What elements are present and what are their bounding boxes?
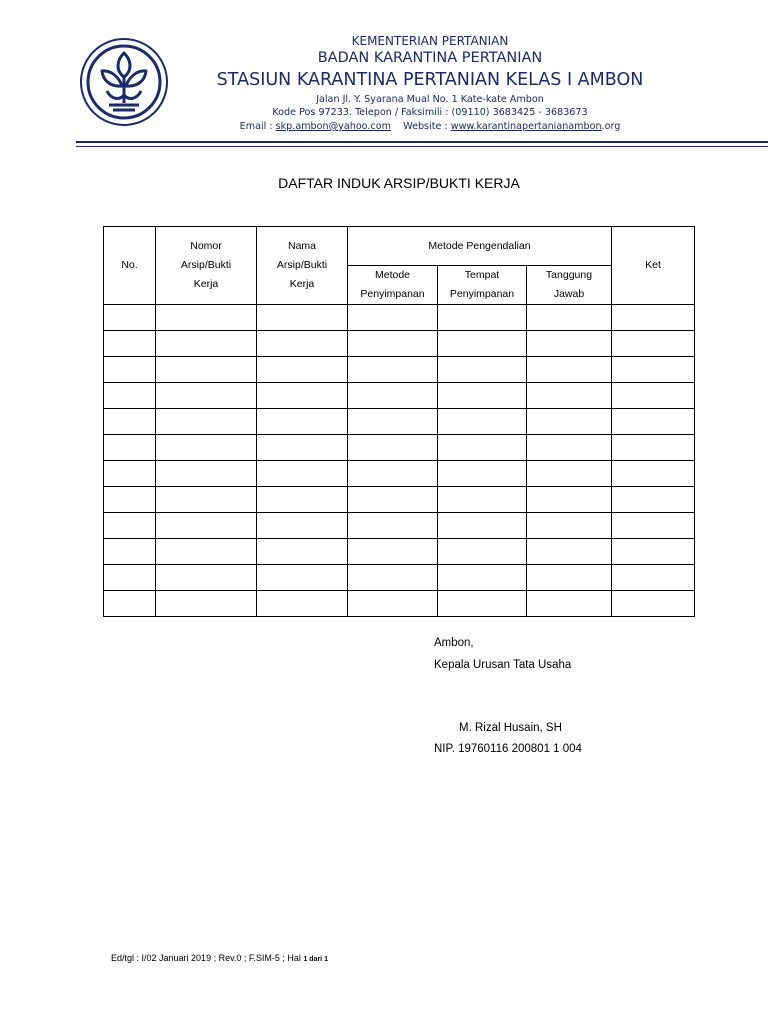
table-cell <box>257 513 348 539</box>
table-cell <box>527 539 612 565</box>
table-cell <box>527 461 612 487</box>
table-cell <box>527 513 612 539</box>
table-cell <box>438 513 527 539</box>
table-cell <box>348 513 438 539</box>
table-cell <box>438 409 527 435</box>
table-row <box>104 331 695 357</box>
ministry-emblem-icon <box>79 37 169 127</box>
table-cell <box>527 435 612 461</box>
table-cell <box>612 383 695 409</box>
header-metode-line2: Penyimpanan <box>360 288 425 300</box>
table-row <box>104 461 695 487</box>
table-cell <box>348 539 438 565</box>
table-cell <box>438 539 527 565</box>
table-cell <box>348 305 438 331</box>
table-cell <box>438 305 527 331</box>
table-cell <box>104 461 156 487</box>
table-cell <box>104 591 156 617</box>
table-cell <box>612 565 695 591</box>
archive-table <box>103 226 695 617</box>
table-cell <box>104 487 156 513</box>
table-cell <box>612 305 695 331</box>
signature-name: M. Rizal Husain, SH <box>459 722 562 734</box>
header-tempat-line2: Penyimpanan <box>449 288 515 300</box>
table-cell <box>438 487 527 513</box>
table-cell <box>348 487 438 513</box>
table-cell <box>257 461 348 487</box>
footer-ref-text: Ed/tgl : I/02 Januari 2019 ; Rev.0 ; F.SIM-5 ; Hal <box>111 953 301 963</box>
header-tempat-line1: Tempat <box>464 269 500 281</box>
header-nomor-line1: Nomor <box>190 240 222 252</box>
footer-page: 1 dari 1 <box>303 956 328 963</box>
footer-reference <box>111 953 328 963</box>
header-nama-line3: Kerja <box>289 278 315 290</box>
table-cell <box>104 435 156 461</box>
table-cell <box>527 565 612 591</box>
table-cell <box>257 565 348 591</box>
header-nomor <box>156 227 257 305</box>
signature-nip: NIP. 19760116 200801 1 004 <box>434 743 582 755</box>
email-link[interactable]: skp.ambon@yahoo.com <box>275 121 391 132</box>
signature-place: Ambon, <box>434 637 474 649</box>
signature-position: Kepala Urusan Tata Usaha <box>434 659 572 671</box>
table-cell <box>348 565 438 591</box>
table-cell <box>156 409 257 435</box>
table-cell <box>156 461 257 487</box>
header-nama-line2: Arsip/Bukti <box>276 259 328 271</box>
table-cell <box>612 409 695 435</box>
table-cell <box>348 435 438 461</box>
table-cell <box>156 435 257 461</box>
table-row <box>104 357 695 383</box>
header-rule-thick <box>76 141 768 143</box>
table-row <box>104 513 695 539</box>
table-cell <box>104 539 156 565</box>
table-cell <box>257 409 348 435</box>
table-cell <box>104 513 156 539</box>
email-website-line <box>170 121 690 132</box>
table-row <box>104 591 695 617</box>
table-cell <box>348 591 438 617</box>
table-cell <box>348 331 438 357</box>
website-link[interactable]: www.karantinapertanianambon <box>450 121 602 132</box>
table-cell <box>104 409 156 435</box>
header-tanggung <box>527 266 612 305</box>
contact-info: Kode Pos 97233. Telepon / Faksimili : (09110) 3683425 - 3683673 <box>272 107 588 118</box>
table-cell <box>612 513 695 539</box>
header-tempat <box>438 266 527 305</box>
table-cell <box>438 591 527 617</box>
header-tanggung-line2: Jawab <box>553 288 585 300</box>
table-cell <box>257 357 348 383</box>
table-cell <box>104 383 156 409</box>
table-cell <box>156 331 257 357</box>
table-cell <box>438 565 527 591</box>
header-no: No. <box>104 227 156 305</box>
table-row <box>104 435 695 461</box>
table-cell <box>156 487 257 513</box>
table-cell <box>156 383 257 409</box>
table-cell <box>527 305 612 331</box>
table-cell <box>257 435 348 461</box>
table-row <box>104 539 695 565</box>
header-nama-line1: Nama <box>287 240 316 252</box>
table-cell <box>612 461 695 487</box>
table-cell <box>438 331 527 357</box>
table-cell <box>104 305 156 331</box>
station-name: STASIUN KARANTINA PERTANIAN KELAS I AMBON <box>216 70 644 90</box>
table-row <box>104 383 695 409</box>
ministry-name: KEMENTERIAN PERTANIAN <box>351 34 509 48</box>
email-label: Email : <box>239 121 273 132</box>
table-cell <box>156 357 257 383</box>
document-title: DAFTAR INDUK ARSIP/BUKTI KERJA <box>278 175 520 191</box>
table-cell <box>156 565 257 591</box>
table-cell <box>257 305 348 331</box>
header-nama <box>257 227 348 305</box>
table-cell <box>104 565 156 591</box>
table-cell <box>438 383 527 409</box>
table-cell <box>527 591 612 617</box>
header-tanggung-line1: Tanggung <box>545 269 593 281</box>
table-cell <box>612 331 695 357</box>
table-cell <box>104 357 156 383</box>
table-cell <box>438 435 527 461</box>
header-nomor-line3: Kerja <box>193 278 219 290</box>
table-cell <box>348 461 438 487</box>
table-cell <box>257 487 348 513</box>
table-cell <box>527 383 612 409</box>
table-cell <box>348 357 438 383</box>
header-metode <box>348 266 438 305</box>
table-cell <box>257 331 348 357</box>
table-cell <box>104 331 156 357</box>
table-cell <box>612 591 695 617</box>
table-cell <box>348 383 438 409</box>
table-cell <box>257 539 348 565</box>
table-cell <box>257 383 348 409</box>
table-cell <box>527 331 612 357</box>
table-row <box>104 305 695 331</box>
table-cell <box>612 539 695 565</box>
table-cell <box>156 305 257 331</box>
address: Jalan Jl. Y. Syarana Mual No. 1 Kate-kate Ambon <box>316 94 544 105</box>
table-cell <box>612 357 695 383</box>
table-cell <box>612 435 695 461</box>
table-cell <box>348 409 438 435</box>
table-cell <box>156 513 257 539</box>
table-cell <box>527 357 612 383</box>
table-cell <box>612 487 695 513</box>
table-cell <box>156 539 257 565</box>
header-nomor-line2: Arsip/Bukti <box>180 259 232 271</box>
website-suffix: .org <box>601 121 621 132</box>
header-metode-group: Metode Pengendalian <box>348 227 612 266</box>
table-cell <box>438 461 527 487</box>
table-cell <box>156 591 257 617</box>
table-cell <box>527 487 612 513</box>
table-row <box>104 565 695 591</box>
table-cell <box>438 357 527 383</box>
table-body <box>104 305 695 617</box>
table-row <box>104 409 695 435</box>
header-rule-thin <box>76 146 768 147</box>
header-metode-line1: Metode <box>374 269 411 281</box>
table-cell <box>257 591 348 617</box>
table-cell <box>527 409 612 435</box>
table-row <box>104 487 695 513</box>
website-label: Website : <box>403 121 448 132</box>
header-ket: Ket <box>612 227 695 305</box>
agency-name: BADAN KARANTINA PERTANIAN <box>317 50 543 66</box>
